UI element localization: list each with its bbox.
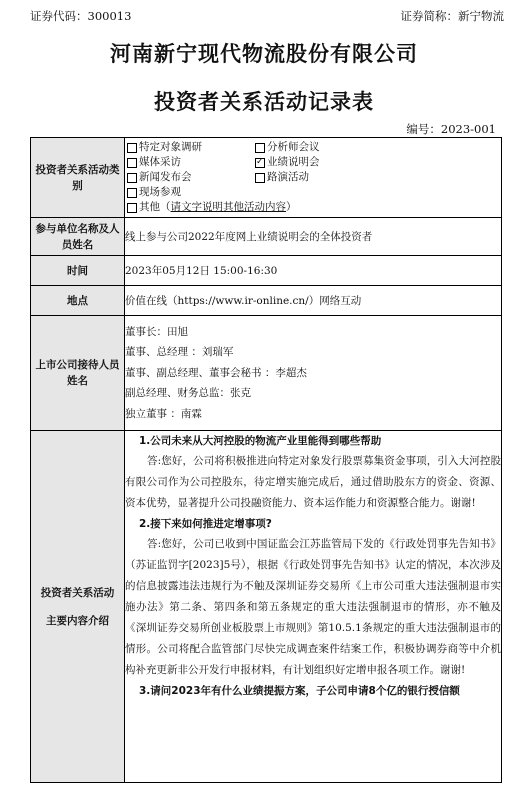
- time-value: 2023年05月12日 15:00-16:30: [125, 256, 502, 286]
- answer-1: 答:您好，公司将积极推进向特定对象发行股票募集资金事项，引入大河控股有限公司作为公司控股东，待定增实施完成后，通过借助股东方的资金、资源、资本优势，显著提升公司投融资能力、资本运作能力和资源整合能力。谢谢!: [125, 455, 501, 509]
- staff-chairman: 董事长：田旭: [125, 325, 188, 338]
- record-table: [30, 137, 502, 783]
- participants-value: 线上参与公司2022年度网上业绩说明会的全体投资者: [125, 218, 502, 256]
- serial-number: 编号：2023-001: [406, 122, 496, 136]
- checkbox-icon: [255, 143, 265, 153]
- company-title: 河南新宁现代物流股份有限公司: [110, 42, 418, 66]
- checkbox-icon: [127, 143, 137, 153]
- checkbox-icon: [127, 173, 137, 183]
- answer-2: 答:您好，公司已收到中国证监会江苏监管局下发的《行政处罚事先告知书》（苏证监罚字[2023]5号），根据《行政处罚事先告知书》认定的情况，本次涉及的信息披露违法违规行为不触及深圳证券交易所《上市公司重大违法强制退市实施办法》第二条、第四条和第五条规定的重大违法强制退市的情形，亦不触及《深圳证券交易所创业板股票上市规则》第10.5.1条规定的重大违法强制退市的情形。公司将配合监管部门尽快完成调查案件结案工作，积极协调券商等中介机构补充更新非公开发行申报材料，有计划组织好定增申报各项工作。谢谢!: [125, 538, 501, 676]
- option-analyst-meeting[interactable]: 分析师会议: [255, 140, 501, 155]
- staff-board-secretary: 董事、副总经理、董事会秘书 ：李超杰: [125, 366, 307, 379]
- option-media-interview[interactable]: 媒体采访: [127, 155, 255, 170]
- staff-general-manager: 董事、总经理 ：刘瑞军: [125, 346, 234, 359]
- reception-staff: [125, 316, 502, 431]
- row-participants: [31, 218, 502, 256]
- label-participants: 参与单位名称及人员姓名: [31, 218, 125, 256]
- label-category: 投资者关系活动类别: [31, 138, 125, 218]
- question-1: 1.公司未来从大河控股的物流产业里能得到哪些帮助: [139, 435, 382, 447]
- checkbox-icon: [255, 173, 265, 183]
- option-press-conference[interactable]: 新闻发布会: [127, 170, 255, 185]
- content-qa: [125, 431, 502, 783]
- page-header: [30, 8, 504, 24]
- option-earnings-call[interactable]: ✓ 业绩说明会: [255, 155, 501, 170]
- label-content: [31, 431, 125, 783]
- question-3: 3.请问2023年有什么业绩提振方案，子公司申请8个亿的银行授信额: [139, 685, 460, 697]
- row-location: [31, 286, 502, 316]
- row-reception: [31, 316, 502, 431]
- checkbox-icon: [127, 158, 137, 168]
- row-category: [31, 138, 502, 218]
- location-value: 价值在线（https://www.ir-online.cn/）网络互动: [125, 286, 502, 316]
- option-other[interactable]: 其他（ 请文字说明其他活动内容 ）: [127, 200, 501, 215]
- label-content-line2: 主要内容介绍: [46, 614, 109, 627]
- checked-checkbox-icon: [255, 158, 265, 168]
- option-site-visit[interactable]: 现场参观: [127, 185, 501, 200]
- option-roadshow[interactable]: 路演活动: [255, 170, 501, 185]
- checkbox-icon: [127, 188, 137, 198]
- row-time: [31, 256, 502, 286]
- option-special-research[interactable]: 特定对象调研: [127, 140, 255, 155]
- label-time: 时间: [31, 256, 125, 286]
- document-title: 投资者关系活动记录表: [154, 90, 374, 114]
- label-location: 地点: [31, 286, 125, 316]
- question-2: 2.接下来如何推进定增事项?: [139, 518, 272, 530]
- label-reception: 上市公司接待人员姓名: [31, 316, 125, 431]
- row-content: [31, 431, 502, 783]
- label-content-line1: 投资者关系活动: [40, 586, 115, 599]
- stock-name: 证券简称：新宁物流: [400, 9, 504, 23]
- category-options: [125, 138, 502, 218]
- stock-code: 证券代码：300013: [30, 9, 132, 23]
- checkbox-icon: [127, 203, 137, 213]
- staff-independent-director: 独立董事 ：南霖: [125, 407, 202, 420]
- staff-cfo: 副总经理、财务总监：张克: [125, 387, 251, 400]
